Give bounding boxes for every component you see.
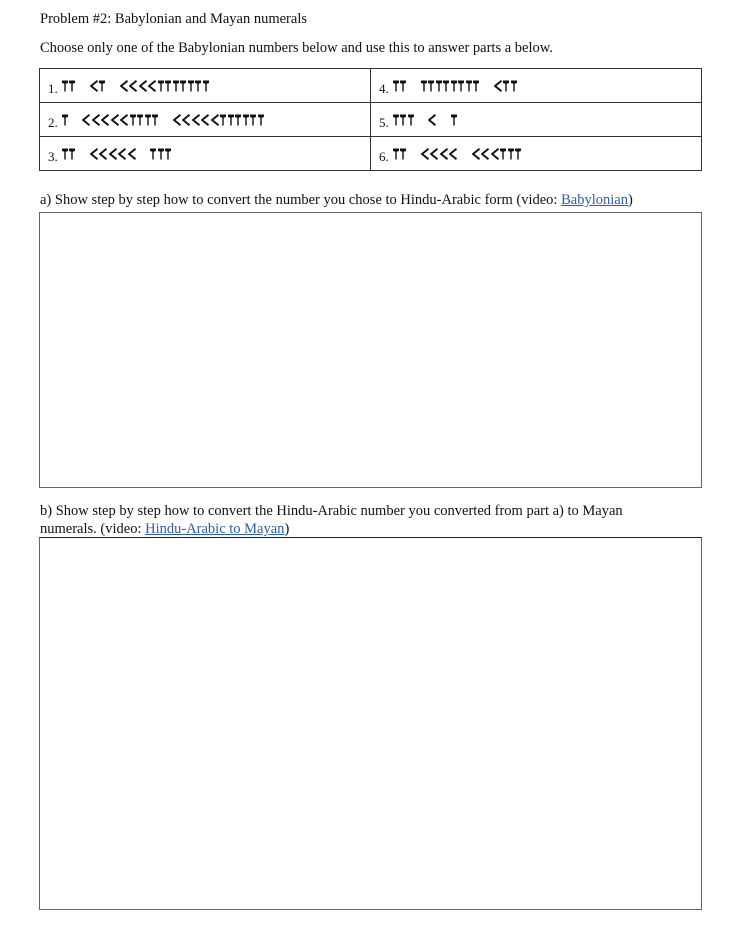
ten-wedge-icon bbox=[494, 80, 502, 92]
one-wedge-icon bbox=[158, 148, 164, 160]
hindu-arabic-to-mayan-video-link[interactable]: Hindu-Arabic to Mayan bbox=[145, 521, 285, 537]
babylonian-video-link[interactable]: Babylonian bbox=[561, 192, 628, 208]
table-row bbox=[40, 69, 702, 103]
ten-wedge-icon bbox=[481, 148, 489, 160]
part-b-answer-box[interactable] bbox=[39, 537, 702, 910]
number-cell-6[interactable] bbox=[371, 137, 702, 171]
digit-group bbox=[62, 114, 70, 126]
one-wedge-icon bbox=[515, 148, 521, 160]
one-wedge-icon bbox=[243, 114, 249, 126]
ten-wedge-icon bbox=[120, 114, 128, 126]
ten-wedge-icon bbox=[90, 148, 98, 160]
one-wedge-icon bbox=[152, 114, 158, 126]
one-wedge-icon bbox=[508, 148, 514, 160]
one-wedge-icon bbox=[428, 80, 434, 92]
part-a-close: ) bbox=[627, 192, 633, 208]
one-wedge-icon bbox=[473, 80, 479, 92]
ten-wedge-icon bbox=[82, 114, 90, 126]
digit-group bbox=[393, 148, 408, 160]
ten-wedge-icon bbox=[111, 114, 119, 126]
one-wedge-icon bbox=[458, 80, 464, 92]
one-wedge-icon bbox=[165, 80, 171, 92]
part-a-question bbox=[40, 191, 633, 209]
digit-group bbox=[62, 80, 77, 92]
one-wedge-icon bbox=[99, 80, 105, 92]
part-b-text: numerals. (video: bbox=[40, 521, 146, 537]
ten-wedge-icon bbox=[139, 80, 147, 92]
ten-wedge-icon bbox=[120, 80, 128, 92]
instructions: Choose only one of the Babylonian numbers below and use this to answer parts a below. bbox=[40, 40, 553, 56]
number-cell-3[interactable] bbox=[40, 137, 371, 171]
one-wedge-icon bbox=[503, 80, 509, 92]
number-label: 6. bbox=[379, 148, 389, 164]
one-wedge-icon bbox=[62, 148, 68, 160]
ten-wedge-icon bbox=[491, 148, 499, 160]
one-wedge-icon bbox=[408, 114, 414, 126]
digit-group bbox=[451, 114, 459, 126]
ten-wedge-icon bbox=[92, 114, 100, 126]
number-label: 1. bbox=[48, 80, 58, 96]
digit-group bbox=[62, 148, 77, 160]
one-wedge-icon bbox=[500, 148, 506, 160]
ten-wedge-icon bbox=[148, 80, 156, 92]
one-wedge-icon bbox=[250, 114, 256, 126]
table-row bbox=[40, 103, 702, 137]
one-wedge-icon bbox=[69, 80, 75, 92]
ten-wedge-icon bbox=[129, 80, 137, 92]
one-wedge-icon bbox=[228, 114, 234, 126]
table-row bbox=[40, 137, 702, 171]
ten-wedge-icon bbox=[428, 114, 436, 126]
digit-group bbox=[173, 114, 266, 126]
ten-wedge-icon bbox=[118, 148, 126, 160]
cuneiform-number bbox=[62, 148, 186, 160]
ten-wedge-icon bbox=[211, 114, 219, 126]
one-wedge-icon bbox=[173, 80, 179, 92]
one-wedge-icon bbox=[421, 80, 427, 92]
number-cell-1[interactable] bbox=[40, 69, 371, 103]
part-b-question-line2 bbox=[40, 520, 289, 538]
digit-group bbox=[120, 80, 211, 92]
ten-wedge-icon bbox=[440, 148, 448, 160]
digit-group bbox=[472, 148, 523, 160]
one-wedge-icon bbox=[69, 148, 75, 160]
ten-wedge-icon bbox=[90, 80, 98, 92]
cuneiform-number bbox=[62, 80, 224, 92]
one-wedge-icon bbox=[511, 80, 517, 92]
one-wedge-icon bbox=[188, 80, 194, 92]
one-wedge-icon bbox=[443, 80, 449, 92]
ten-wedge-icon bbox=[182, 114, 190, 126]
number-label: 2. bbox=[48, 114, 58, 130]
one-wedge-icon bbox=[165, 148, 171, 160]
ten-wedge-icon bbox=[99, 148, 107, 160]
digit-group bbox=[428, 114, 438, 126]
cuneiform-number bbox=[62, 114, 279, 126]
digit-group bbox=[82, 114, 160, 126]
one-wedge-icon bbox=[393, 148, 399, 160]
digit-group bbox=[90, 80, 107, 92]
one-wedge-icon bbox=[158, 80, 164, 92]
number-cell-2[interactable] bbox=[40, 103, 371, 137]
one-wedge-icon bbox=[137, 114, 143, 126]
one-wedge-icon bbox=[130, 114, 136, 126]
ten-wedge-icon bbox=[421, 148, 429, 160]
number-label: 4. bbox=[379, 80, 389, 96]
one-wedge-icon bbox=[400, 80, 406, 92]
digit-group bbox=[393, 80, 408, 92]
cuneiform-number bbox=[393, 80, 532, 92]
cuneiform-number bbox=[393, 148, 536, 160]
one-wedge-icon bbox=[393, 80, 399, 92]
digit-group bbox=[150, 148, 173, 160]
one-wedge-icon bbox=[150, 148, 156, 160]
one-wedge-icon bbox=[195, 80, 201, 92]
digit-group bbox=[421, 148, 459, 160]
one-wedge-icon bbox=[466, 80, 472, 92]
one-wedge-icon bbox=[451, 80, 457, 92]
cuneiform-number bbox=[393, 114, 472, 126]
ten-wedge-icon bbox=[128, 148, 136, 160]
page-title: Problem #2: Babylonian and Mayan numerals bbox=[40, 11, 307, 27]
babylonian-numbers-table bbox=[39, 68, 702, 171]
one-wedge-icon bbox=[180, 80, 186, 92]
one-wedge-icon bbox=[451, 114, 457, 126]
ten-wedge-icon bbox=[101, 114, 109, 126]
one-wedge-icon bbox=[235, 114, 241, 126]
ten-wedge-icon bbox=[201, 114, 209, 126]
part-b-close: ) bbox=[284, 521, 290, 537]
ten-wedge-icon bbox=[472, 148, 480, 160]
digit-group bbox=[393, 114, 416, 126]
number-cell-4[interactable] bbox=[371, 69, 702, 103]
part-a-text: a) Show step by step how to convert the number you chose to Hindu-Arabic form (video: bbox=[40, 192, 562, 208]
one-wedge-icon bbox=[62, 80, 68, 92]
one-wedge-icon bbox=[436, 80, 442, 92]
digit-group bbox=[494, 80, 519, 92]
ten-wedge-icon bbox=[192, 114, 200, 126]
digit-group bbox=[421, 80, 481, 92]
ten-wedge-icon bbox=[430, 148, 438, 160]
one-wedge-icon bbox=[258, 114, 264, 126]
ten-wedge-icon bbox=[109, 148, 117, 160]
one-wedge-icon bbox=[393, 114, 399, 126]
one-wedge-icon bbox=[203, 80, 209, 92]
part-a-answer-box[interactable] bbox=[39, 212, 702, 488]
number-cell-5[interactable] bbox=[371, 103, 702, 137]
number-label: 5. bbox=[379, 114, 389, 130]
digit-group bbox=[90, 148, 138, 160]
one-wedge-icon bbox=[220, 114, 226, 126]
one-wedge-icon bbox=[400, 148, 406, 160]
part-b-question-line1: b) Show step by step how to convert the Hindu-Arabic number you converted from part a) to Mayan bbox=[40, 503, 623, 519]
one-wedge-icon bbox=[400, 114, 406, 126]
one-wedge-icon bbox=[62, 114, 68, 126]
ten-wedge-icon bbox=[173, 114, 181, 126]
one-wedge-icon bbox=[145, 114, 151, 126]
number-label: 3. bbox=[48, 148, 58, 164]
ten-wedge-icon bbox=[449, 148, 457, 160]
